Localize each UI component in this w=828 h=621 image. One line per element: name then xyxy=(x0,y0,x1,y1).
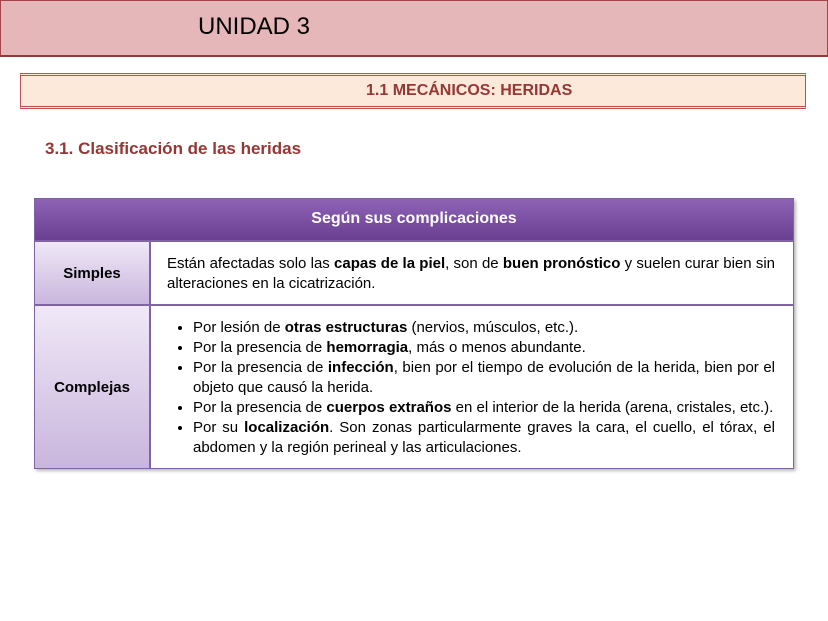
list-item xyxy=(193,338,775,358)
bold-text: cuerpos extraños xyxy=(326,399,452,416)
section-banner xyxy=(20,73,806,109)
text: Por la presencia de xyxy=(193,399,327,416)
text: Por lesión de xyxy=(193,319,285,336)
text: Por la presencia de xyxy=(193,339,327,356)
text: en el interior de la herida (arena, cristales, etc.). xyxy=(451,399,774,416)
list-item xyxy=(193,418,775,458)
classification-table xyxy=(34,198,794,469)
text: Por la presencia de xyxy=(193,359,328,376)
list-item xyxy=(193,398,775,418)
table-header: Según sus complicaciones xyxy=(35,199,793,240)
text: , son de xyxy=(445,255,503,272)
row-description xyxy=(151,306,793,468)
text: Están afectadas solo las xyxy=(167,255,335,272)
list-item xyxy=(193,358,775,398)
table-row-simples xyxy=(35,240,793,304)
text: (nervios, músculos, etc.). xyxy=(407,319,579,336)
row-label: Simples xyxy=(35,242,151,304)
heading: 3.1. Clasificación de las heridas xyxy=(45,139,302,158)
list-item xyxy=(193,318,775,338)
bullet-list xyxy=(167,318,775,458)
text: , más o menos abundante. xyxy=(408,339,586,356)
bold-text: localización xyxy=(244,419,330,436)
unit-title: UNIDAD 3 xyxy=(198,13,311,40)
section-title: 1.1 MECÁNICOS: HERIDAS xyxy=(366,82,573,99)
bold-text: buen pronóstico xyxy=(502,255,621,272)
text: y suelen curar bien sin alteraciones en la cicatrización. xyxy=(167,255,776,292)
bold-text: hemorragia xyxy=(326,339,409,356)
unit-banner xyxy=(0,0,828,57)
row-description xyxy=(151,242,793,304)
bold-text: infección xyxy=(327,359,394,376)
row-label: Complejas xyxy=(35,306,151,468)
bold-text: otras estructuras xyxy=(284,319,408,336)
text: . Son zonas particularmente graves la cara, el cuello, el tórax, el abdomen y la región perineal y las articulaciones. xyxy=(193,419,775,456)
bold-text: capas de la piel xyxy=(334,255,446,272)
table-row-complejas xyxy=(35,304,793,468)
text: Por su xyxy=(193,419,245,436)
text: , bien por el tiempo de evolución de la herida, bien por el objeto que causó la herida. xyxy=(193,359,775,396)
